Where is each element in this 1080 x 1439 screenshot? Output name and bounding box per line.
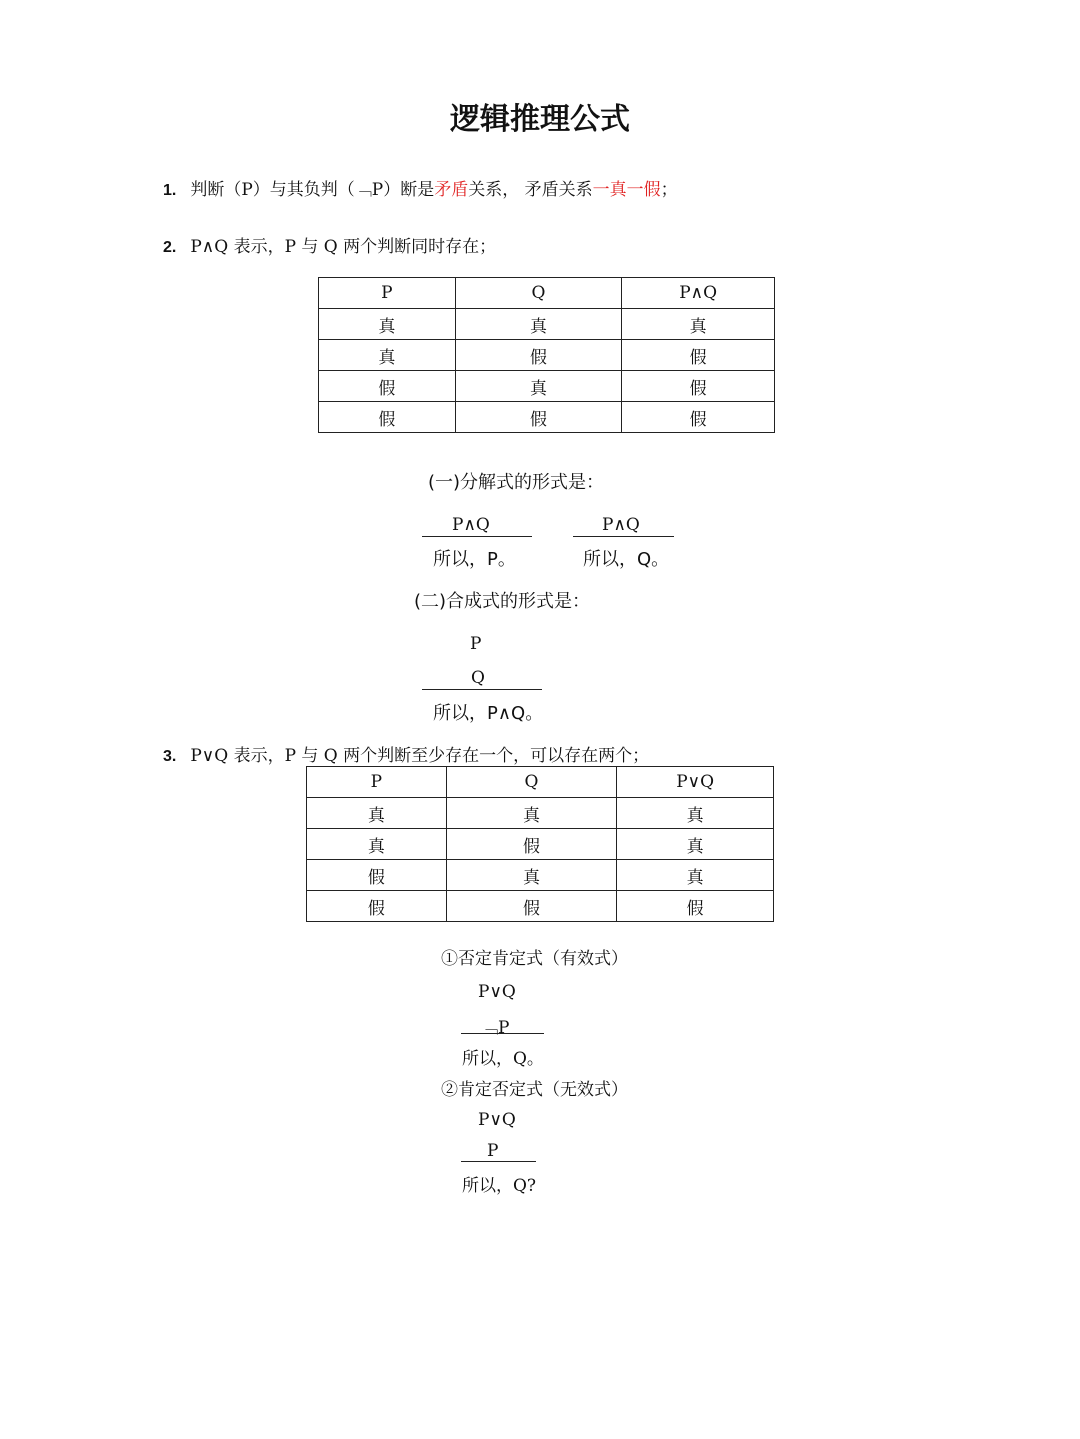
item-1-red-one-true-one-false: 一真一假 <box>592 180 661 200</box>
table-row <box>319 371 775 402</box>
synthesis-heading: (二)合成式的形式是： <box>414 591 591 612</box>
table-cell: 假 <box>319 402 456 433</box>
item-3-text: P∨Q 表示，P 与 Q 两个判断至少存在一个，可以存在两个； <box>190 746 650 766</box>
form1-rule <box>461 1033 544 1034</box>
decomp-right-conclusion: 所以，Q。 <box>583 549 670 570</box>
table-header-cell: P∧Q <box>622 278 775 309</box>
table-cell: 假 <box>622 340 775 371</box>
table-cell: 真 <box>455 371 622 402</box>
form2-premise-1: P∨Q <box>478 1110 516 1130</box>
item-2 <box>163 232 496 257</box>
item-3-number: 3. <box>163 748 177 765</box>
form1-heading: ①否定肯定式（有效式） <box>441 949 628 969</box>
item-2-number: 2. <box>163 239 177 256</box>
synth-conclusion: 所以，P∧Q。 <box>433 703 544 724</box>
table-row <box>307 829 774 860</box>
table-cell: 真 <box>617 829 774 860</box>
table-cell: 真 <box>446 798 617 829</box>
table-row <box>319 402 775 433</box>
table-header-cell: Q <box>446 767 617 798</box>
table-cell: 真 <box>319 309 456 340</box>
synth-premise-q: Q <box>471 668 485 688</box>
table-cell: 假 <box>617 891 774 922</box>
or-truth-table <box>306 766 774 922</box>
table-cell: 假 <box>622 371 775 402</box>
page-title: 逻辑推理公式 <box>450 102 630 137</box>
decomp-right-premise: P∧Q <box>602 515 640 535</box>
synth-premise-p: P <box>470 634 482 654</box>
item-1-text-c: ； <box>660 180 678 200</box>
table-row <box>307 860 774 891</box>
form1-premise-2: ﹁P <box>481 1018 510 1038</box>
table-header-cell: P <box>319 278 456 309</box>
table-header-cell: P∨Q <box>617 767 774 798</box>
table-cell: 真 <box>617 860 774 891</box>
table-cell: 真 <box>617 798 774 829</box>
decomp-left-rule <box>422 536 532 537</box>
decomposition-heading: (一)分解式的形式是： <box>428 472 605 493</box>
form2-rule <box>461 1161 536 1162</box>
table-cell: 假 <box>307 891 447 922</box>
item-1-number: 1. <box>163 182 177 199</box>
table-cell: 假 <box>446 891 617 922</box>
table-row <box>319 309 775 340</box>
decomp-left-premise: P∧Q <box>452 515 490 535</box>
table-header-cell: P <box>307 767 447 798</box>
table-cell: 假 <box>622 402 775 433</box>
item-3 <box>163 741 649 766</box>
table-row <box>307 891 774 922</box>
item-2-text: P∧Q 表示，P 与 Q 两个判断同时存在； <box>190 237 497 257</box>
table-cell: 真 <box>307 829 447 860</box>
and-truth-table <box>318 277 775 433</box>
item-1-text-a: 判断（P）与其负判（﹁P）断是 <box>190 180 435 200</box>
decomp-right-rule <box>573 536 674 537</box>
table-cell: 真 <box>455 309 622 340</box>
table-row <box>307 798 774 829</box>
synth-rule <box>422 689 542 690</box>
table-cell: 真 <box>319 340 456 371</box>
form2-heading: ②肯定否定式（无效式） <box>441 1080 628 1100</box>
item-1-red-contradiction: 矛盾 <box>434 180 469 200</box>
table-cell: 真 <box>446 860 617 891</box>
table-cell: 真 <box>622 309 775 340</box>
form2-conclusion: 所以，Q? <box>462 1176 537 1196</box>
table-row <box>319 340 775 371</box>
item-1-text-b: 关系， 矛盾关系 <box>468 180 593 200</box>
table-header-row <box>307 767 774 798</box>
form1-conclusion: 所以，Q。 <box>462 1049 544 1069</box>
table-cell: 真 <box>307 798 447 829</box>
item-1 <box>163 175 678 200</box>
decomp-left-conclusion: 所以，P。 <box>433 549 516 570</box>
form2-premise-2: P <box>487 1141 499 1161</box>
table-cell: 假 <box>307 860 447 891</box>
table-cell: 假 <box>446 829 617 860</box>
table-cell: 假 <box>455 402 622 433</box>
table-header-row <box>319 278 775 309</box>
table-cell: 假 <box>319 371 456 402</box>
form1-premise-1: P∨Q <box>478 982 516 1002</box>
table-cell: 假 <box>455 340 622 371</box>
table-header-cell: Q <box>455 278 622 309</box>
